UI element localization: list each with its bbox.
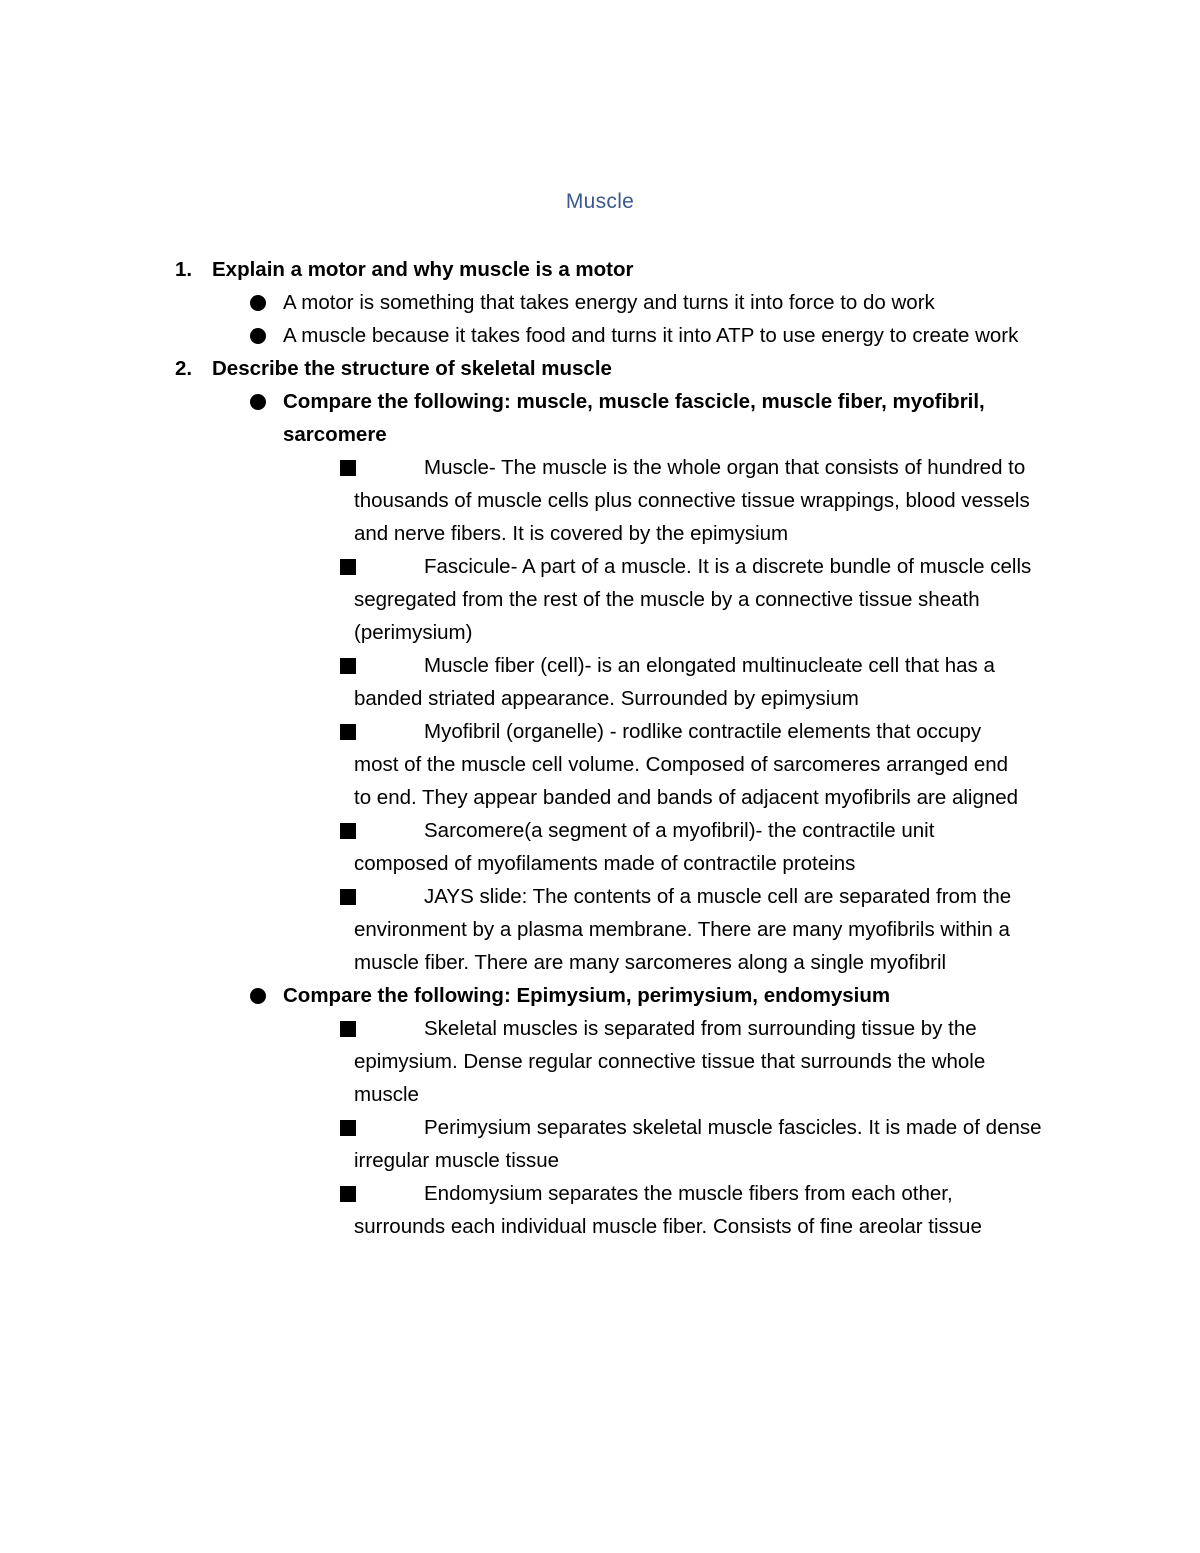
sub1-item-4-line-3: to end. They appear banded and bands of adjacent myofibrils are aligned xyxy=(354,786,1019,809)
sub1-item-6-line-2: environment by a plasma membrane. There are many myofibrils within a xyxy=(354,918,1010,941)
bullet-square-icon xyxy=(340,823,356,839)
sub1-item-2-line-2: segregated from the rest of the muscle by a connective tissue sheath xyxy=(354,588,980,611)
sub2-item-3-line-1: Endomysium separates the muscle fibers from each other, xyxy=(424,1182,953,1205)
q2-sub1-line-2: sarcomere xyxy=(283,423,387,446)
q2-sub2-line-1: Compare the following: Epimysium, perimysium, endomysium xyxy=(283,984,891,1007)
sub1-item-2-line-1: Fascicule- A part of a muscle. It is a discrete bundle of muscle cells xyxy=(424,555,1032,578)
sub1-item-6-line-3: muscle fiber. There are many sarcomeres along a single myofibril xyxy=(354,951,947,974)
page-title: Muscle xyxy=(565,190,635,213)
sub1-item-1-line-2: thousands of muscle cells plus connective tissue wrappings, blood vessels xyxy=(354,489,1030,512)
q1-bullet-2: A muscle because it takes food and turns it into ATP to use energy to create work xyxy=(283,324,1019,347)
bullet-dot-icon xyxy=(250,988,266,1004)
bullet-square-icon xyxy=(340,460,356,476)
sub2-item-3-line-2: surrounds each individual muscle fiber. Consists of fine areolar tissue xyxy=(354,1215,982,1238)
sub1-item-1-line-1: Muscle- The muscle is the whole organ that consists of hundred to xyxy=(424,456,1026,479)
sub2-item-1-line-3: muscle xyxy=(354,1083,419,1106)
sub2-item-2-line-1: Perimysium separates skeletal muscle fascicles. It is made of dense xyxy=(424,1116,1042,1139)
q2-sub1-line-1: Compare the following: muscle, muscle fascicle, muscle fiber, myofibril, xyxy=(283,390,985,413)
bullet-square-icon xyxy=(340,1186,356,1202)
question-1-number: 1. xyxy=(175,258,193,281)
question-2-heading: Describe the structure of skeletal muscle xyxy=(212,357,612,380)
sub1-item-2-line-3: (perimysium) xyxy=(354,621,473,644)
sub2-item-1-line-2: epimysium. Dense regular connective tissue that surrounds the whole xyxy=(354,1050,986,1073)
sub1-item-5-line-2: composed of myofilaments made of contractile proteins xyxy=(354,852,856,875)
question-2-number: 2. xyxy=(175,357,193,380)
sub1-item-4-line-1: Myofibril (organelle) - rodlike contractile elements that occupy xyxy=(424,720,982,743)
bullet-dot-icon xyxy=(250,295,266,311)
sub2-item-1-line-1: Skeletal muscles is separated from surrounding tissue by the xyxy=(424,1017,977,1040)
bullet-square-icon xyxy=(340,559,356,575)
bullet-dot-icon xyxy=(250,394,266,410)
sub1-item-1-line-3: and nerve fibers. It is covered by the epimysium xyxy=(354,522,789,545)
question-1-heading: Explain a motor and why muscle is a motor xyxy=(212,258,634,281)
bullet-square-icon xyxy=(340,1120,356,1136)
sub1-item-3-line-2: banded striated appearance. Surrounded by epimysium xyxy=(354,687,859,710)
sub1-item-4-line-2: most of the muscle cell volume. Composed of sarcomeres arranged end xyxy=(354,753,1009,776)
bullet-dot-icon xyxy=(250,328,266,344)
bullet-square-icon xyxy=(340,724,356,740)
sub1-item-6-line-1: JAYS slide: The contents of a muscle cell are separated from the xyxy=(424,885,1012,908)
sub2-item-2-line-2: irregular muscle tissue xyxy=(354,1149,560,1172)
bullet-square-icon xyxy=(340,658,356,674)
sub1-item-5-line-1: Sarcomere(a segment of a myofibril)- the contractile unit xyxy=(424,819,935,842)
sub1-item-3-line-1: Muscle fiber (cell)- is an elongated multinucleate cell that has a xyxy=(424,654,995,677)
bullet-square-icon xyxy=(340,1021,356,1037)
q1-bullet-1: A motor is something that takes energy and turns it into force to do work xyxy=(283,291,935,314)
bullet-square-icon xyxy=(340,889,356,905)
